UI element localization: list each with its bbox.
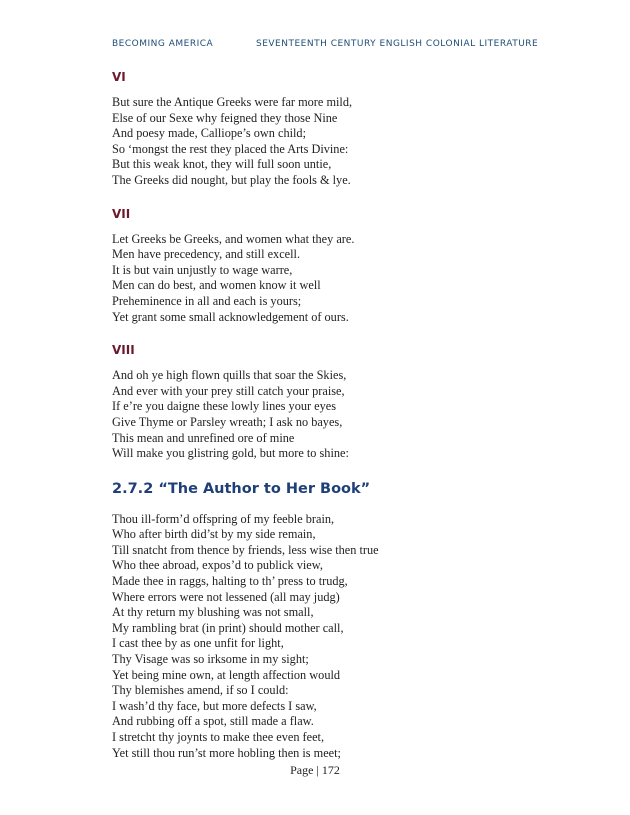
poem-line: Let Greeks be Greeks, and women what they are.	[112, 231, 355, 246]
stanza-viii	[112, 342, 532, 462]
header-book-title: BECOMING AMERICA	[112, 39, 214, 49]
stanza-heading: VIII	[112, 343, 135, 358]
poem-line: At thy return my blushing was not small,	[112, 605, 314, 620]
header-chapter-title: SEVENTEENTH CENTURY ENGLISH COLONIAL LITERATURE	[256, 39, 539, 49]
poem-line: Men can do best, and women know it well	[112, 278, 321, 293]
poem-line: Who after birth did’st by my side remain,	[112, 527, 316, 542]
poem-line: And poesy made, Calliope’s own child;	[112, 126, 306, 141]
poem-line: And oh ye high flown quills that soar the Skies,	[112, 368, 347, 383]
poem-line: Yet grant some small acknowledgement of ours.	[112, 309, 349, 324]
stanza-heading: VI	[112, 70, 126, 84]
poem-line: Will make you glistring gold, but more to shine:	[112, 446, 349, 461]
poem-line: And ever with your prey still catch your praise,	[112, 383, 345, 398]
poem-line: Preheminence in all and each is yours;	[112, 293, 302, 308]
poem-line: This mean and unrefined ore of mine	[112, 430, 295, 445]
poem-line: Who thee abroad, expos’d to publick view,	[112, 558, 323, 573]
poem-line: My rambling brat (in print) should mother call,	[112, 620, 344, 635]
poem-line: But sure the Antique Greeks were far more mild,	[112, 95, 353, 109]
poem-line: I stretcht thy joynts to make thee even feet,	[112, 730, 325, 744]
poem-line: Thou ill-form’d offspring of my feeble brain,	[112, 511, 335, 526]
poem-line: Till snatcht from thence by friends, less wise then true	[112, 542, 379, 557]
section-heading: 2.7.2 “The Author to Her Book”	[112, 480, 371, 497]
poem-line: Thy Visage was so irksome in my sight;	[112, 652, 309, 667]
poem-line: Made thee in raggs, halting to th’ press to trudg,	[112, 574, 348, 589]
poem-line: Yet being mine own, at length affection would	[112, 667, 341, 682]
stanza-heading: VII	[112, 206, 131, 221]
poem-author-to-her-book	[112, 512, 532, 762]
poem-line: It is but vain unjustly to wage warre,	[112, 262, 293, 277]
page-number-footer: Page | 172	[290, 763, 340, 777]
poem-line: Men have precedency, and still excell.	[112, 247, 301, 262]
poem-line: Else of our Sexe why feigned they those Nine	[112, 110, 338, 125]
poem-line: So ‘mongst the rest they placed the Arts Divine:	[112, 141, 349, 156]
poem-line: Thy blemishes amend, if so I could:	[112, 683, 289, 698]
stanza-vii	[112, 206, 532, 326]
stanza-vi	[112, 69, 532, 189]
poem-line: Where errors were not lessened (all may judg)	[112, 589, 340, 604]
poem-line: If e’re you daigne these lowly lines your eyes	[112, 399, 337, 414]
poem-line: I cast thee by as one unfit for light,	[112, 636, 284, 651]
poem-line: The Greeks did nought, but play the fools & lye.	[112, 172, 351, 187]
poem-line: Give Thyme or Parsley wreath; I ask no bayes,	[112, 414, 343, 429]
poem-line: And rubbing off a spot, still made a flaw.	[112, 714, 314, 729]
poem-line: I wash’d thy face, but more defects I saw,	[112, 698, 317, 713]
poem-line: Yet still thou run’st more hobling then is meet;	[112, 745, 341, 760]
poem-line: But this weak knot, they will full soon untie,	[112, 157, 332, 172]
main-content	[112, 69, 532, 778]
